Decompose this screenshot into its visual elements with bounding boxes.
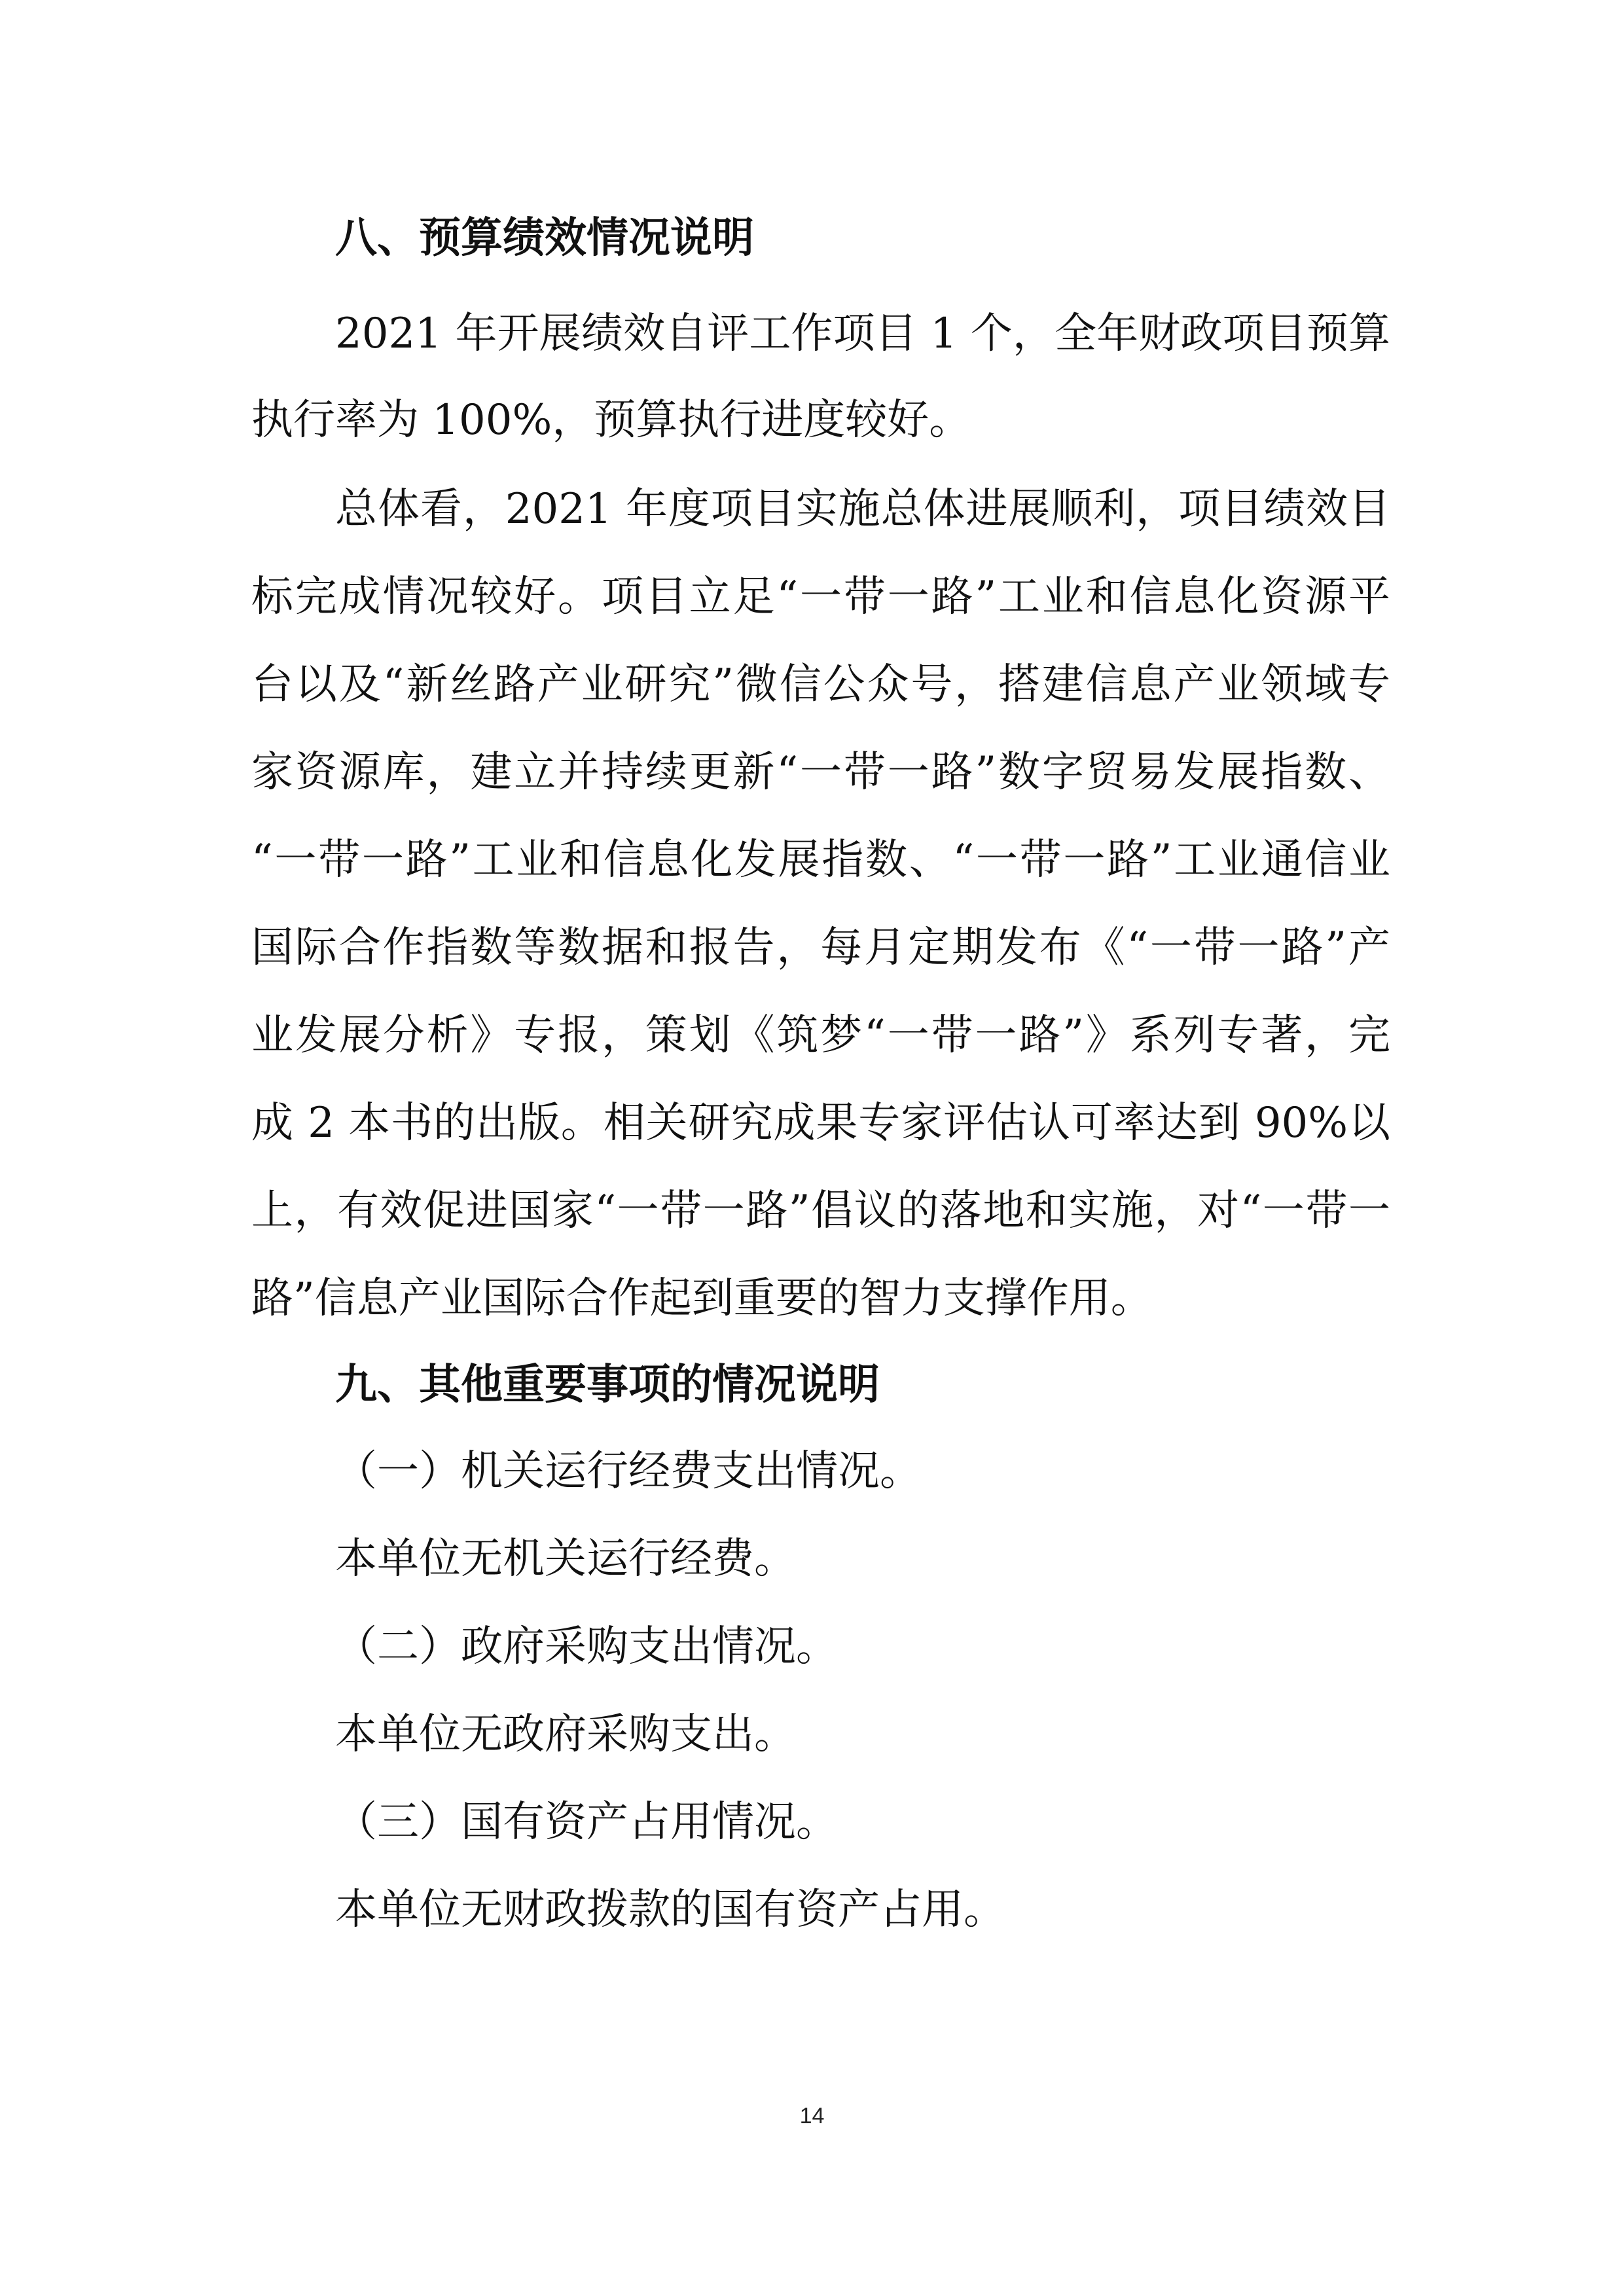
paragraph-line: 上，有效促进国家“一带一路”倡议的落地和实施，对“一带一 bbox=[251, 1187, 1390, 1235]
paragraph-line: 业发展分析》专报，策划《筑梦“一带一路”》系列专著，完 bbox=[251, 1011, 1390, 1060]
paragraph-line: “一带一路”工业和信息化发展指数、“一带一路”工业通信业 bbox=[251, 836, 1390, 884]
subsection-title: （一）机关运行经费支出情况。 bbox=[335, 1447, 922, 1496]
paragraph-line: 执行率为 100%，预算执行进度较好。 bbox=[251, 396, 971, 444]
paragraph-line: 家资源库，建立并持续更新“一带一路”数字贸易发展指数、 bbox=[251, 748, 1390, 797]
section-9-heading: 九、其他重要事项的情况说明 bbox=[335, 1361, 880, 1409]
page-number: 14 bbox=[799, 2104, 825, 2128]
paragraph-line: 总体看，2021 年度项目实施总体进展顺利，项目绩效目 bbox=[335, 485, 1390, 533]
subsection-text: 本单位无财政拨款的国有资产占用。 bbox=[335, 1886, 1005, 1934]
paragraph-line: 标完成情况较好。项目立足“一带一路”工业和信息化资源平 bbox=[251, 573, 1390, 621]
subsection-text: 本单位无政府采购支出。 bbox=[335, 1710, 796, 1759]
paragraph-line: 成 2 本书的出版。相关研究成果专家评估认可率达到 90%以 bbox=[251, 1099, 1390, 1147]
paragraph-line: 台以及“新丝路产业研究”微信公众号，搭建信息产业领域专 bbox=[251, 660, 1390, 709]
paragraph-line: 国际合作指数等数据和报告，每月定期发布《“一带一路”产 bbox=[251, 924, 1390, 972]
subsection-text: 本单位无机关运行经费。 bbox=[335, 1535, 796, 1583]
paragraph-line: 2021 年开展绩效自评工作项目 1 个，全年财政项目预算 bbox=[335, 310, 1390, 358]
subsection-title: （三）国有资产占用情况。 bbox=[335, 1798, 838, 1846]
paragraph-line: 路”信息产业国际合作起到重要的智力支撑作用。 bbox=[251, 1274, 1153, 1323]
subsection-title: （二）政府采购支出情况。 bbox=[335, 1623, 838, 1671]
section-8-heading: 八、预算绩效情况说明 bbox=[335, 214, 754, 262]
